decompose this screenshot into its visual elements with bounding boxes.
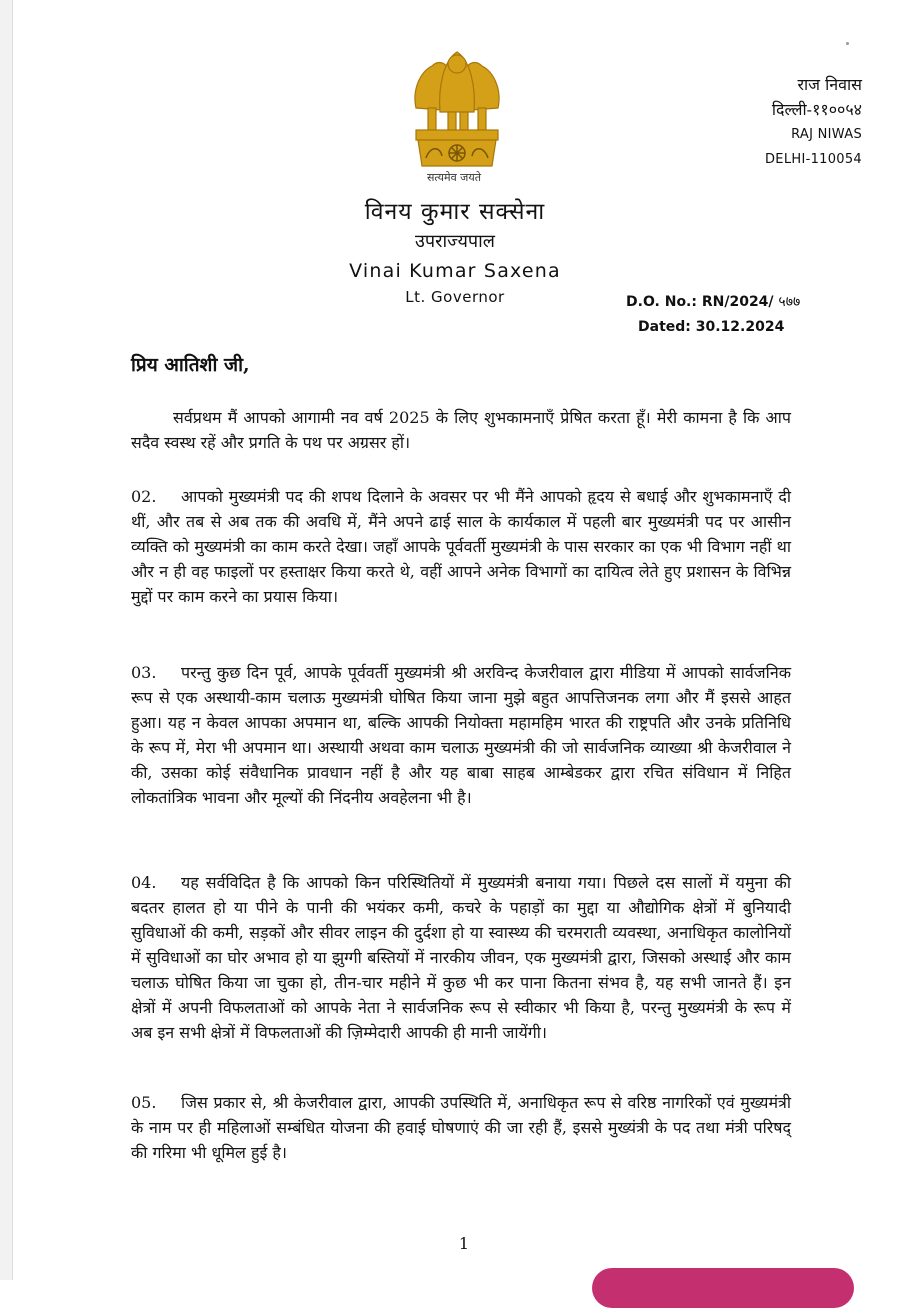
national-emblem-icon <box>402 38 512 174</box>
paragraph-number: 02. <box>131 487 157 506</box>
paragraph-text: परन्तु कुछ दिन पूर्व, आपके पूर्ववर्ती मुख्यमंत्री श्री अरविन्द केजरीवाल द्वारा मीडिया में आपको सार्वजनिक रूप से एक अस्थायी-काम चलाऊ मुख्यमंत्री घोषित किया जाना मुझे बहुत आपत्तिजनक लगा और मैं इससे आहत हुआ। यह न केवल आपका अपमान था, बल्कि आपकी नियोक्ता महामहिम भारत की राष्ट्रपति और उनके प्रतिनिधि के रूप में, मेरा भी अपमान था। अस्थायी अथवा काम चलाऊ मुख्यमंत्री की जो सार्वजनिक व्याख्या श्री केजरीवाल ने की, उसका कोई संवैधानिक प्रावधान नहीं है और यह बाबा साहब आम्बेडकर द्वारा रचित संविधान में निहित लोकतांत्रिक भावना और मूल्यों की निंदनीय अवहेलना भी है। <box>131 663 791 807</box>
do-number-line <box>626 290 800 315</box>
sender-name-english: Vinai Kumar Saxena <box>349 260 561 282</box>
sender-block <box>300 196 610 308</box>
paragraph-2 <box>131 484 791 609</box>
sender-name-hindi: विनय कुमार सक्सेना <box>364 199 546 225</box>
paragraph-text: सर्वप्रथम मैं आपको आगामी नव वर्ष 2025 के लिए शुभकामनाएँ प्रेषित करता हूँ। मेरी कामना है कि आप सदैव स्वस्थ रहें और प्रगति के पथ पर अग्रसर हों। <box>131 408 791 452</box>
letter-date: Dated: 30.12.2024 <box>638 319 785 335</box>
paragraph-number: 03. <box>131 663 157 682</box>
emblem-motto: सत्यमेव जयते <box>426 171 481 184</box>
salutation: प्रिय आतिशी जी, <box>131 354 250 376</box>
address-en-line2: DELHI-110054 <box>765 152 862 167</box>
paragraph-3 <box>131 660 791 810</box>
paragraph-4 <box>131 870 791 1045</box>
do-label: D.O. No.: RN/2024/ <box>626 294 774 310</box>
app-overlay-pill[interactable] <box>592 1268 854 1308</box>
paragraph-number: 04. <box>131 873 157 892</box>
paragraph-text: यह सर्वविदित है कि आपको किन परिस्थितियों में मुख्यमंत्री बनाया गया। पिछले दस सालों में यमुना की बदतर हालत हो या पीने के पानी की भयंकर कमी, कचरे के पहाड़ों का मुद्दा या औद्योगिक क्षेत्रों में बुनियादी सुविधाओं की कमी, सड़कों और सीवर लाइन की दुर्दशा हो या स्वास्थ्य की चरमराती व्यवस्था, अनाधिकृत कालोनियों में सुविधाओं का घोर अभाव हो या झुग्गी बस्तियों में नारकीय जीवन, एक मुख्यमंत्री द्वारा, जिसको अस्थाई और काम चलाऊ घोषित किया जा चुका हो, तीन-चार महीने में कुछ भी कर पाना कितना संभव है, यह सभी जानते हैं। इन क्षेत्रों में अपनी विफलताओं को आपके नेता ने सार्वजनिक रूप से स्वीकार भी किया है, परन्तु मुख्यमंत्री के रूप में अब इन सभी क्षेत्रों में विफलताओं की ज़िम्मेदारी आपकी ही मानी जायेंगी। <box>131 873 791 1042</box>
sender-post-hindi: उपराज्यपाल <box>415 231 495 252</box>
paragraph-number: 05. <box>131 1093 157 1112</box>
address-hi-line2: दिल्ली-११००५४ <box>771 100 862 119</box>
address-hi-line1: राज निवास <box>797 75 862 94</box>
page-edge-shadow <box>0 0 13 1280</box>
address-en-line1: RAJ NIWAS <box>791 127 862 142</box>
paragraph-text: आपको मुख्यमंत्री पद की शपथ दिलाने के अवसर पर भी मैंने आपको हृदय से बधाई और शुभकामनाएँ दी थीं, और तब से अब तक की अवधि में, मैंने अपने ढाई साल के कार्यकाल में पहली बार मुख्यमंत्री पद पर आसीन व्यक्ति को मुख्यमंत्री का काम करते देखा। जहाँ आपके पूर्ववर्ती मुख्यमंत्री के पास सरकार का एक भी विभाग नहीं था और न ही वह फाइलों पर हस्ताक्षर किया करते थे, वहीं आपने अनेक विभागों का दायित्व लेते हुए प्रशासन के विभिन्न मुद्दों पर काम करने का प्रयास किया। <box>131 487 791 606</box>
scan-speck <box>846 42 849 45</box>
paragraph-text: जिस प्रकार से, श्री केजरीवाल द्वारा, आपकी उपस्थिति में, अनाधिकृत रूप से वरिष्ठ नागरिकों एवं मुख्यमंत्री के नाम पर ही महिलाओं सम्बंधित योजना की हवाई घोषणाएं की जा रही हैं, इससे मुख्यंत्री के पद तथा मंत्री परिषद् की गरिमा भी धूमिल हुई है। <box>131 1093 791 1162</box>
page-number: 1 <box>458 1234 470 1253</box>
paragraph-1 <box>131 405 791 455</box>
address-block <box>765 72 862 172</box>
do-number: ५७७ <box>778 294 801 310</box>
sender-post-english: Lt. Governor <box>405 288 505 306</box>
reference-block <box>626 290 800 340</box>
paragraph-5 <box>131 1090 791 1165</box>
